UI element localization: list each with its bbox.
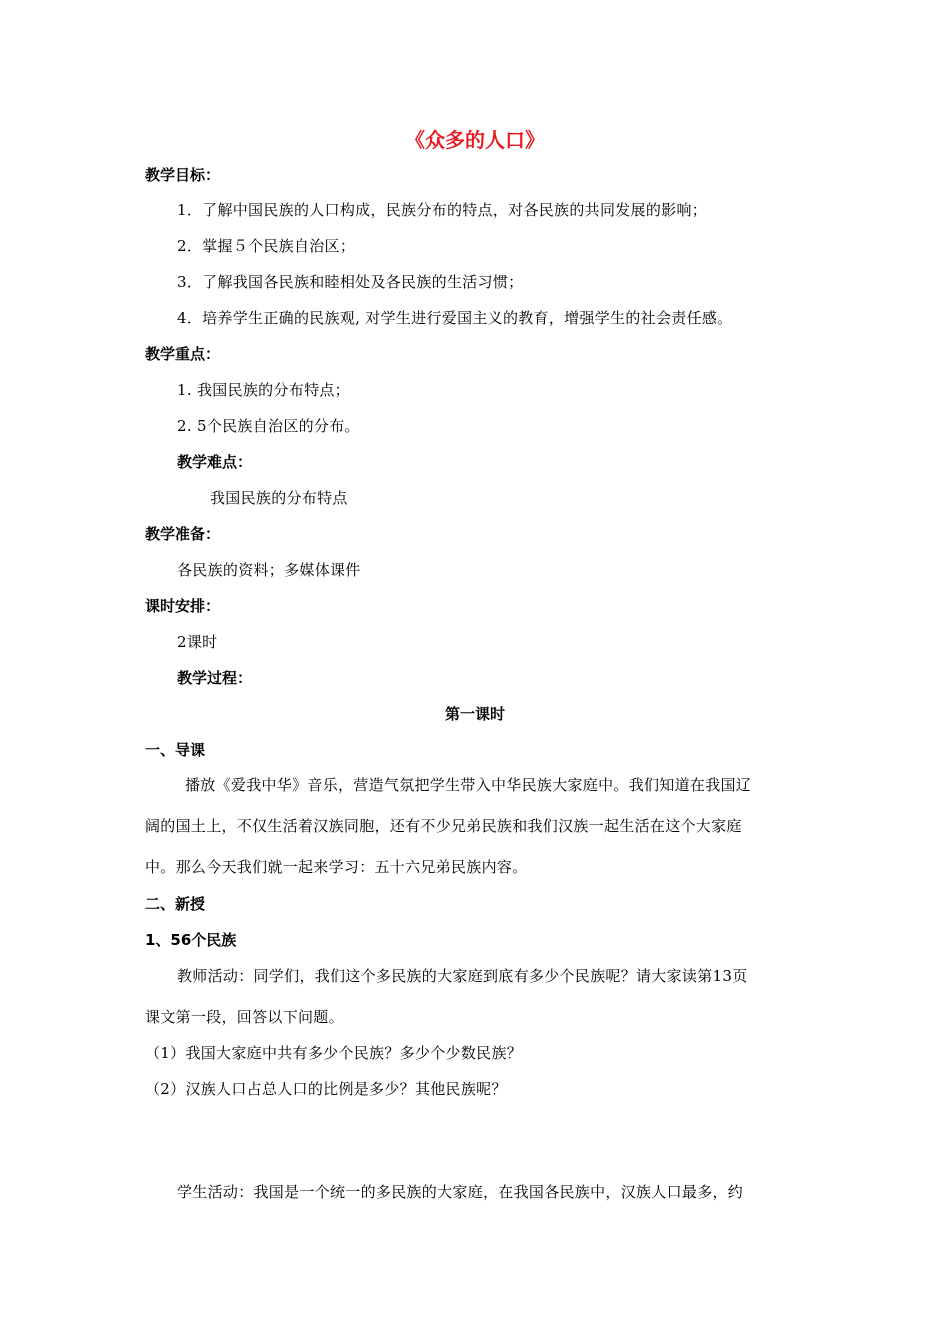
paragraph-line: 中。那么今天我们就一起来学习：五十六兄弟民族内容。 bbox=[145, 858, 528, 876]
document-title: 《众多的人口》 bbox=[405, 128, 545, 152]
keypoints-heading: 教学重点： bbox=[145, 345, 221, 363]
paragraph-line: 课文第一段，回答以下问题。 bbox=[145, 1008, 344, 1026]
section-intro-heading: 一、导课 bbox=[145, 741, 206, 759]
difficulty-heading: 教学难点： bbox=[177, 453, 253, 471]
difficulty-text: 我国民族的分布特点 bbox=[210, 489, 348, 507]
objective-item: 3．了解我国各民族和睦相处及各民族的生活习惯； bbox=[177, 273, 524, 291]
paragraph-line: 学生活动：我国是一个统一的多民族的大家庭，在我国各民族中，汉族人口最多，约 bbox=[177, 1183, 744, 1201]
objective-item: 4．培养学生正确的民族观, 对学生进行爱国主义的教育，增强学生的社会责任感。 bbox=[177, 309, 733, 327]
lesson-heading: 第一课时 bbox=[444, 705, 505, 723]
process-heading: 教学过程： bbox=[177, 669, 253, 687]
keypoint-item: 1. 我国民族的分布特点； bbox=[177, 381, 350, 399]
paragraph-line: 阔的国土上，不仅生活着汉族同胞，还有不少兄弟民族和我们汉族一起生活在这个大家庭 bbox=[145, 817, 742, 835]
section-new-heading: 二、新授 bbox=[145, 895, 206, 913]
preparation-text: 各民族的资料；多媒体课件 bbox=[177, 561, 361, 579]
preparation-heading: 教学准备： bbox=[145, 525, 221, 543]
objective-item: 2．掌握５个民族自治区； bbox=[177, 237, 356, 255]
subsection-heading: 1、56个民族 bbox=[145, 931, 237, 949]
schedule-text: 2课时 bbox=[177, 633, 218, 651]
schedule-heading: 课时安排： bbox=[145, 597, 221, 615]
question-item: （1）我国大家庭中共有多少个民族？多少个少数民族？ bbox=[145, 1044, 523, 1062]
objectives-heading: 教学目标： bbox=[145, 166, 221, 184]
paragraph-line: 播放《爱我中华》音乐，营造气氛把学生带入中华民族大家庭中。我们知道在我国辽 bbox=[185, 776, 752, 794]
objective-item: 1．了解中国民族的人口构成，民族分布的特点，对各民族的共同发展的影响； bbox=[177, 201, 708, 219]
paragraph-line: 教师活动：同学们，我们这个多民族的大家庭到底有多少个民族呢？请大家读第13页 bbox=[177, 967, 748, 985]
keypoint-item: 2. 5个民族自治区的分布。 bbox=[177, 417, 360, 435]
question-item: （2）汉族人口占总人口的比例是多少？其他民族呢？ bbox=[145, 1080, 507, 1098]
